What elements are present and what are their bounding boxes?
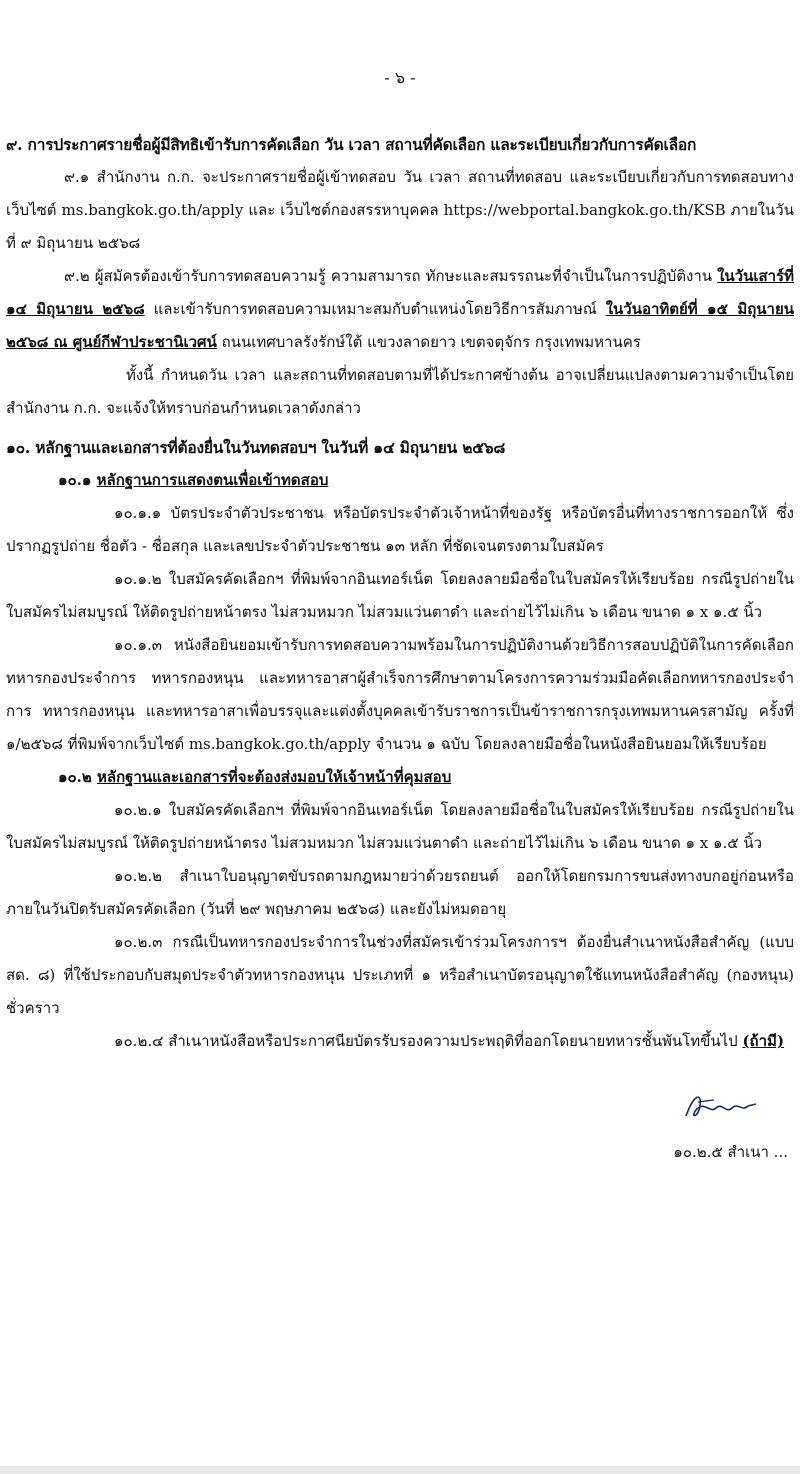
subsection-10-1-number: ๑๐.๑ bbox=[58, 471, 97, 489]
continuation-marker: ๑๐.๒.๕ สำเนา ... bbox=[673, 1143, 788, 1161]
subsection-10-2-title: หลักฐานและเอกสารที่จะต้องส่งมอบให้เจ้าหน้าที่คุมสอบ bbox=[97, 768, 452, 786]
item-10-2-4-text: ๑๐.๒.๔ สำเนาหนังสือหรือประกาศนียบัตรรับรองความประพฤติที่ออกโดยนายทหารชั้นพันโทขึ้นไป bbox=[114, 1032, 743, 1050]
paragraph-9-note: ทั้งนี้ กำหนดวัน เวลา และสถานที่ทดสอบตามที่ได้ประกาศข้างต้น อาจเปลี่ยนแปลงตามความจำเป็นโดยสำนักงาน ก.ก. จะแจ้งให้ทราบก่อนกำหนดเวลาดังกล่าว bbox=[6, 366, 794, 417]
item-10-2-3: ๑๐.๒.๓ กรณีเป็นทหารกองประจำการในช่วงที่สมัครเข้าร่วมโครงการฯ ต้องยื่นสำเนาหนังสือสำคัญ (แบบ สด. ๘) ที่ใช้ประกอบกับสมุดประจำตัวทหารกองหนุน ประเภทที่ ๑ หรือสำเนาบัตรอนุญาตใช้แทนหนังสือสำคัญ (กองหนุน) ชั่วคราว bbox=[6, 933, 794, 1017]
subsection-10-2-heading bbox=[6, 761, 794, 794]
item-10-1-3: ๑๐.๑.๓ หนังสือยินยอมเข้ารับการทดสอบความพร้อมในการปฏิบัติงานด้วยวิธีการสอบปฏิบัติในการคัดเลือกทหารกองประจำการ ทหารกองหนุน และทหารอาสาผู้สำเร็จการศึกษาตามโครงการความร่วมมือคัดเลือกทหารกองประจำการ ทหารกองหนุน และทหารอาสาเพื่อบรรจุและแต่งตั้งบุคคลเข้ารับราชการเป็นข้าราชการกรุงเทพมหานครสามัญ ครั้งที่ ๑/๒๕๖๘ ที่พิมพ์จากเว็บไซต์ ms.bangkok.go.th/apply จำนวน ๑ ฉบับ โดยลงลายมือชื่อในหนังสือยินยอมให้เรียบร้อย bbox=[6, 636, 794, 753]
document-body bbox=[6, 128, 794, 1058]
item-10-1-1: ๑๐.๑.๑ บัตรประจำตัวประชาชน หรือบัตรประจำตัวเจ้าหน้าที่ของรัฐ หรือบัตรอื่นที่ทางราชการออกให้ ซึ่งปรากฏรูปถ่าย ชื่อตัว - ชื่อสกุล และเลขประจำตัวประชาชน ๑๓ หลัก ที่ชัดเจนตรงตามใบสมัคร bbox=[6, 504, 794, 555]
paragraph-9-2 bbox=[6, 260, 794, 359]
item-10-2-2: ๑๐.๒.๒ สำเนาใบอนุญาตขับรถตามกฎหมายว่าด้วยรถยนต์ ออกให้โดยกรมการขนส่งทางบกอยู่ก่อนหรือภายในวันปิดรับสมัครคัดเลือก (วันที่ ๒๙ พฤษภาคม ๒๕๖๘) และยังไม่หมดอายุ bbox=[6, 867, 794, 918]
if-any-note: (ถ้ามี) bbox=[742, 1032, 785, 1050]
subsection-10-2-number: ๑๐.๒ bbox=[58, 768, 98, 786]
exam-date-saturday: ในวันเสาร์ที่ ๑๔ มิถุนายน ๒๕๖๘ bbox=[6, 267, 794, 318]
paragraph-9-2-text-a: ๙.๒ ผู้สมัครต้องเข้ารับการทดสอบความรู้ ความสามารถ ทักษะและสมรรถนะที่จำเป็นในการปฏิบัติงาน bbox=[64, 267, 718, 285]
subsection-10-1-title: หลักฐานการแสดงตนเพื่อเข้าทดสอบ bbox=[96, 471, 329, 489]
scan-bottom-edge bbox=[0, 1466, 800, 1474]
page-number: - ๖ - bbox=[384, 68, 416, 87]
item-10-1-2: ๑๐.๑.๒ ใบสมัครคัดเลือกฯ ที่พิมพ์จากอินเทอร์เน็ต โดยลงลายมือชื่อในใบสมัครให้เรียบร้อย กรณีรูปถ่ายในใบสมัครไม่สมบูรณ์ ให้ติดรูปถ่ายหน้าตรง ไม่สวมหมวก ไม่สวมแว่นตาดำ และถ่ายไว้ไม่เกิน ๖ เดือน ขนาด ๑ x ๑.๕ นิ้ว bbox=[6, 570, 794, 621]
subsection-10-1-heading bbox=[6, 464, 794, 497]
paragraph-9-2-text-e: ถนนเทศบาลรังรักษ์ใต้ แขวงลาดยาว เขตจตุจักร กรุงเทพมหานคร bbox=[216, 333, 641, 351]
section-10-heading: ๑๐. หลักฐานและเอกสารที่ต้องยื่นในวันทดสอบฯ ในวันที่ ๑๔ มิถุนายน ๒๕๖๘ bbox=[6, 438, 506, 457]
signature-mark bbox=[680, 1088, 760, 1126]
paragraph-9-1: ๙.๑ สำนักงาน ก.ก. จะประกาศรายชื่อผู้เข้าทดสอบ วัน เวลา สถานที่ทดสอบ และระเบียบเกี่ยวกับการทดสอบทางเว็บไซต์ ms.bangkok.go.th/apply และ เว็บไซต์กองสรรหาบุคคล https://webportal.bangkok.go.th/KSB ภายในวันที่ ๙ มิถุนายน ๒๕๖๘ bbox=[6, 168, 794, 252]
item-10-2-1: ๑๐.๒.๑ ใบสมัครคัดเลือกฯ ที่พิมพ์จากอินเทอร์เน็ต โดยลงลายมือชื่อในใบสมัครให้เรียบร้อย กรณีรูปถ่ายในใบสมัครไม่สมบูรณ์ ให้ติดรูปถ่ายหน้าตรง ไม่สวมหมวก ไม่สวมแว่นตาดำ และถ่ายไว้ไม่เกิน ๖ เดือน ขนาด ๑ x ๑.๕ นิ้ว bbox=[6, 801, 794, 852]
paragraph-9-2-text-c: และเข้ารับการทดสอบความเหมาะสมกับตำแหน่งโดยวิธีการสัมภาษณ์ bbox=[144, 300, 606, 318]
item-10-2-4 bbox=[6, 1025, 794, 1058]
section-9-heading: ๙. การประกาศรายชื่อผู้มีสิทธิเข้ารับการคัดเลือก วัน เวลา สถานที่คัดเลือก และระเบียบเกี่ยวกับการคัดเลือก bbox=[6, 135, 697, 154]
interview-date-sunday: ในวันอาทิตย์ที่ ๑๕ มิถุนายน ๒๕๖๘ ณ ศูนย์กีฬาประชานิเวศน์ bbox=[6, 300, 795, 351]
